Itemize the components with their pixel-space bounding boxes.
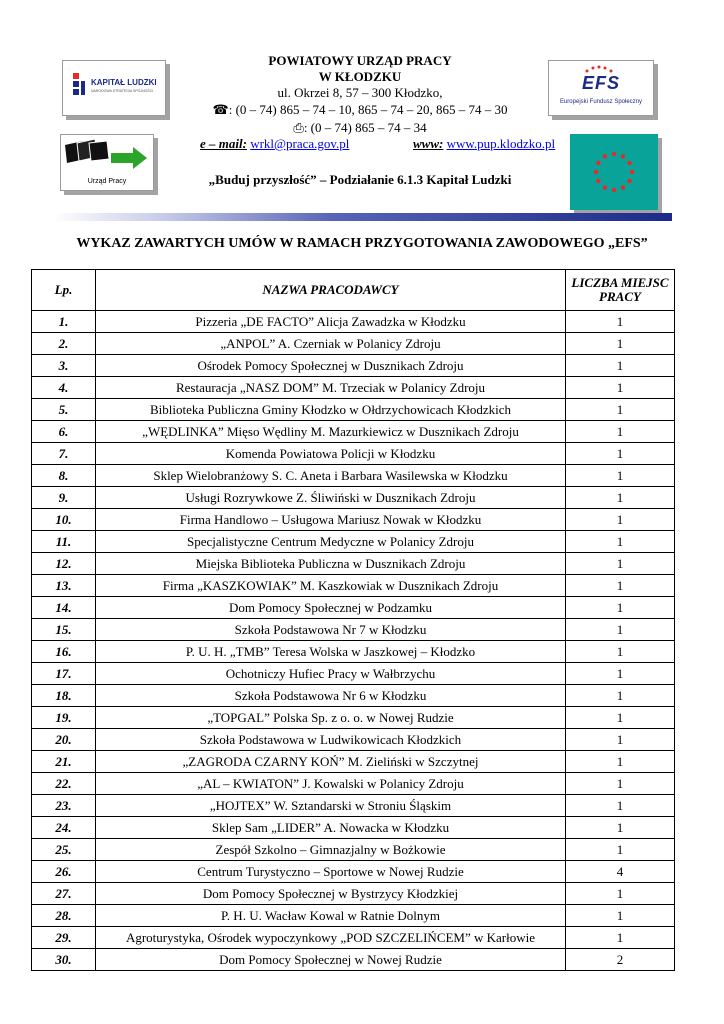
row-number: 13. <box>32 575 96 597</box>
table-row <box>32 817 675 839</box>
office-address: ul. Okrzei 8, 57 – 300 Kłodzko, <box>277 85 443 100</box>
table-row <box>32 443 675 465</box>
row-job-count: 1 <box>566 685 675 707</box>
row-employer-name: „HOJTEX” W. Sztandarski w Stroniu Śląskim <box>96 795 566 817</box>
row-employer-name: Centrum Turystyczno – Sportowe w Nowej Rudzie <box>96 861 566 883</box>
row-employer-name: „TOPGAL” Polska Sp. z o. o. w Nowej Rudzie <box>96 707 566 729</box>
efs-sublabel: Europejski Fundusz Społeczny <box>559 99 643 105</box>
row-job-count: 1 <box>566 883 675 905</box>
row-employer-name: P. U. H. „TMB” Teresa Wolska w Jaszkowej – Kłodzko <box>96 641 566 663</box>
table-row <box>32 883 675 905</box>
row-employer-name: Ośrodek Pomocy Społecznej w Dusznikach Zdroju <box>96 355 566 377</box>
row-employer-name: Szkoła Podstawowa Nr 6 w Kłodzku <box>96 685 566 707</box>
row-number: 12. <box>32 553 96 575</box>
row-employer-name: „AL – KWIATON” J. Kowalski w Polanicy Zdroju <box>96 773 566 795</box>
table-row <box>32 663 675 685</box>
header-employer-name: NAZWA PRACODAWCY <box>96 270 566 311</box>
row-number: 24. <box>32 817 96 839</box>
urzad-pracy-label: Urząd Pracy <box>87 178 127 185</box>
row-job-count: 1 <box>566 465 675 487</box>
row-employer-name: Restauracja „NASZ DOM” M. Trzeciak w Polanicy Zdroju <box>96 377 566 399</box>
table-row <box>32 795 675 817</box>
table-row <box>32 421 675 443</box>
urzad-pracy-logo <box>60 134 154 191</box>
document-title: WYKAZ ZAWARTYCH UMÓW W RAMACH PRZYGOTOWANIA ZAWODOWEGO „EFS” <box>76 236 648 251</box>
email-block <box>200 136 349 152</box>
office-phone-line <box>175 101 545 118</box>
row-job-count: 1 <box>566 531 675 553</box>
row-employer-name: Usługi Rozrywkowe Z. Śliwiński w Dusznikach Zdroju <box>96 487 566 509</box>
header-divider-band <box>52 213 672 221</box>
table-row <box>32 531 675 553</box>
row-employer-name: Agroturystyka, Ośrodek wypoczynkowy „POD SZCZELIŃCEM” w Karłowie <box>96 927 566 949</box>
kapital-ludzki-emblem-icon <box>63 61 165 115</box>
table-row <box>32 751 675 773</box>
table-row <box>32 861 675 883</box>
row-number: 22. <box>32 773 96 795</box>
row-number: 28. <box>32 905 96 927</box>
row-employer-name: Miejska Biblioteka Publiczna w Dusznikach Zdroju <box>96 553 566 575</box>
table-row <box>32 333 675 355</box>
row-job-count: 1 <box>566 839 675 861</box>
row-job-count: 1 <box>566 487 675 509</box>
row-employer-name: „WĘDLINKA” Mięso Wędliny M. Mazurkiewicz w Dusznikach Zdroju <box>96 421 566 443</box>
row-employer-name: Szkoła Podstawowa Nr 7 w Kłodzku <box>96 619 566 641</box>
row-number: 4. <box>32 377 96 399</box>
table-row <box>32 597 675 619</box>
row-employer-name: Dom Pomocy Społecznej w Podzamku <box>96 597 566 619</box>
row-job-count: 1 <box>566 795 675 817</box>
row-number: 27. <box>32 883 96 905</box>
row-employer-name: P. H. U. Wacław Kowal w Ratnie Dolnym <box>96 905 566 927</box>
table-row <box>32 553 675 575</box>
row-number: 3. <box>32 355 96 377</box>
row-number: 9. <box>32 487 96 509</box>
employers-table <box>31 269 675 971</box>
table-row <box>32 905 675 927</box>
row-job-count: 1 <box>566 355 675 377</box>
www-block <box>413 136 555 152</box>
office-name: POWIATOWY URZĄD PRACY <box>268 53 452 68</box>
row-number: 16. <box>32 641 96 663</box>
table-row <box>32 465 675 487</box>
row-number: 8. <box>32 465 96 487</box>
row-employer-name: Ochotniczy Hufiec Pracy w Wałbrzychu <box>96 663 566 685</box>
efs-logo <box>548 60 654 116</box>
row-job-count: 1 <box>566 509 675 531</box>
row-number: 19. <box>32 707 96 729</box>
table-row <box>32 575 675 597</box>
row-number: 1. <box>32 311 96 333</box>
row-employer-name: Dom Pomocy Społecznej w Bystrzycy Kłodzkiej <box>96 883 566 905</box>
row-employer-name: Biblioteka Publiczna Gminy Kłodzko w Ołdrzychowicach Kłodzkich <box>96 399 566 421</box>
table-row <box>32 707 675 729</box>
row-employer-name: Specjalistyczne Centrum Medyczne w Polanicy Zdroju <box>96 531 566 553</box>
row-number: 15. <box>32 619 96 641</box>
email-label: e – mail: <box>200 136 247 151</box>
row-number: 14. <box>32 597 96 619</box>
www-link[interactable]: www.pup.klodzko.pl <box>446 136 556 151</box>
row-job-count: 1 <box>566 905 675 927</box>
row-job-count: 1 <box>566 399 675 421</box>
row-number: 7. <box>32 443 96 465</box>
table-row <box>32 641 675 663</box>
kapital-ludzki-label: KAPITAŁ LUDZKI <box>91 78 157 87</box>
row-job-count: 1 <box>566 773 675 795</box>
row-number: 26. <box>32 861 96 883</box>
table-row <box>32 839 675 861</box>
row-number: 20. <box>32 729 96 751</box>
table-row <box>32 355 675 377</box>
row-job-count: 1 <box>566 333 675 355</box>
table-row <box>32 729 675 751</box>
row-number: 29. <box>32 927 96 949</box>
table-row <box>32 927 675 949</box>
row-employer-name: Firma „KASZKOWIAK” M. Kaszkowiak w Dusznikach Zdroju <box>96 575 566 597</box>
row-job-count: 1 <box>566 751 675 773</box>
project-motto: „Buduj przyszłość” – Podziałanie 6.1.3 Kapitał Ludzki <box>208 172 512 187</box>
urzad-pracy-emblem-icon <box>61 135 153 177</box>
eu-stars-circle-icon <box>570 134 658 210</box>
table-row <box>32 377 675 399</box>
row-number: 17. <box>32 663 96 685</box>
email-link[interactable]: wrkl@praca.gov.pl <box>250 136 350 151</box>
row-number: 18. <box>32 685 96 707</box>
row-job-count: 1 <box>566 707 675 729</box>
row-number: 2. <box>32 333 96 355</box>
table-row <box>32 311 675 333</box>
table-row <box>32 773 675 795</box>
row-job-count: 1 <box>566 377 675 399</box>
table-row <box>32 619 675 641</box>
office-phone: : (0 – 74) 865 – 74 – 10, 865 – 74 – 20, 865 – 74 – 30 <box>228 102 508 117</box>
row-number: 11. <box>32 531 96 553</box>
row-employer-name: Komenda Powiatowa Policji w Kłodzku <box>96 443 566 465</box>
table-header-row <box>32 270 675 311</box>
row-number: 5. <box>32 399 96 421</box>
row-job-count: 1 <box>566 641 675 663</box>
row-job-count: 2 <box>566 949 675 971</box>
table-row <box>32 399 675 421</box>
row-job-count: 1 <box>566 575 675 597</box>
kapital-ludzki-sublabel: NARODOWA STRATEGIA SPÓJNOŚCI <box>91 89 154 93</box>
row-employer-name: Zespół Szkolno – Gimnazjalny w Bożkowie <box>96 839 566 861</box>
row-job-count: 1 <box>566 927 675 949</box>
row-job-count: 1 <box>566 817 675 839</box>
row-job-count: 1 <box>566 619 675 641</box>
fax-icon: ⎙ <box>293 120 304 135</box>
row-employer-name: Firma Handlowo – Usługowa Mariusz Nowak w Kłodzku <box>96 509 566 531</box>
row-job-count: 1 <box>566 311 675 333</box>
office-fax-line <box>175 119 545 136</box>
row-employer-name: Sklep Wielobranżowy S. C. Aneta i Barbara Wasilewska w Kłodzku <box>96 465 566 487</box>
row-employer-name: „ZAGRODA CZARNY KOŃ” M. Zieliński w Szczytnej <box>96 751 566 773</box>
header-lp: Lp. <box>32 270 96 311</box>
table-row <box>32 487 675 509</box>
header-job-count: LICZBA MIEJSC PRACY <box>566 270 675 311</box>
row-job-count: 1 <box>566 443 675 465</box>
eu-flag-logo <box>570 134 658 210</box>
row-number: 6. <box>32 421 96 443</box>
efs-label: EFS <box>581 73 620 93</box>
office-city: W KŁODZKU <box>318 69 402 84</box>
row-employer-name: Szkoła Podstawowa w Ludwikowicach Kłodzkich <box>96 729 566 751</box>
kapital-ludzki-logo <box>62 60 166 116</box>
row-job-count: 4 <box>566 861 675 883</box>
row-employer-name: Pizzeria „DE FACTO” Alicja Zawadzka w Kłodzku <box>96 311 566 333</box>
row-number: 10. <box>32 509 96 531</box>
table-row <box>32 685 675 707</box>
row-job-count: 1 <box>566 663 675 685</box>
row-number: 25. <box>32 839 96 861</box>
row-job-count: 1 <box>566 553 675 575</box>
table-row <box>32 509 675 531</box>
row-employer-name: Sklep Sam „LIDER” A. Nowacka w Kłodzku <box>96 817 566 839</box>
row-number: 23. <box>32 795 96 817</box>
row-job-count: 1 <box>566 421 675 443</box>
office-fax: : (0 – 74) 865 – 74 – 34 <box>303 120 427 135</box>
phone-icon: ☎ <box>212 102 229 117</box>
row-employer-name: „ANPOL” A. Czerniak w Polanicy Zdroju <box>96 333 566 355</box>
row-job-count: 1 <box>566 729 675 751</box>
table-row <box>32 949 675 971</box>
row-employer-name: Dom Pomocy Społecznej w Nowej Rudzie <box>96 949 566 971</box>
row-number: 21. <box>32 751 96 773</box>
row-number: 30. <box>32 949 96 971</box>
row-job-count: 1 <box>566 597 675 619</box>
www-label: www: <box>413 136 444 151</box>
